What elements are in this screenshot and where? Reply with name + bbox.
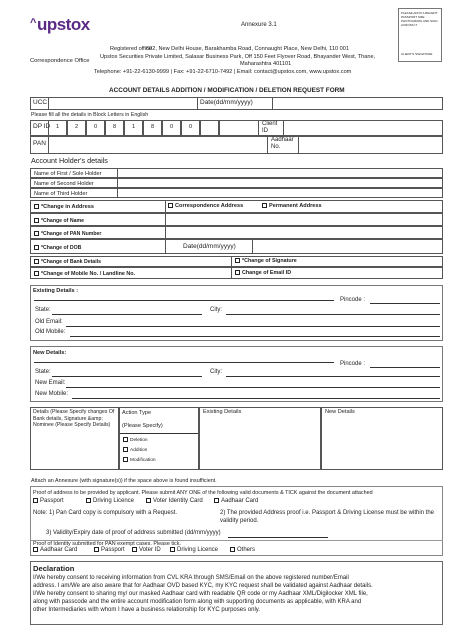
change-dob-label: *Change of DOB	[41, 245, 82, 251]
new-pincode-label: Pincode :	[340, 361, 366, 367]
new-mobile-label: New Mobile:	[35, 391, 69, 397]
new-col-label: New Details	[325, 409, 355, 415]
aadhaar-field[interactable]	[298, 136, 443, 154]
first-holder-label: Name of First / Sole Holder	[34, 171, 102, 177]
modification-label: Modification	[130, 457, 156, 463]
correspondence-address-2: Maharashtra 401101	[240, 61, 292, 67]
existing-city-label: City:	[210, 307, 222, 313]
dp-blank-box	[219, 120, 259, 136]
existing-details-label: Existing Details :	[33, 288, 79, 294]
poi-voter-label: Voter ID	[139, 547, 161, 554]
form-title: ACCOUNT DETAILS ADDITION / MODIFICATION / DELETION REQUEST FORM	[109, 87, 345, 94]
changes-col2	[119, 407, 199, 470]
new-details-label: New Details:	[33, 350, 67, 356]
action-type-label: Action Type	[122, 410, 152, 416]
old-mobile-label: Old Mobile:	[35, 329, 66, 335]
change-name-checkbox[interactable]	[34, 218, 39, 223]
change-address-label: *Change in Address	[41, 204, 94, 210]
second-holder-label: Name of Second Holder	[34, 181, 94, 187]
poi-driving-label: Driving Licence	[177, 547, 219, 554]
change-bank-cell[interactable]	[30, 256, 232, 267]
correspondence-address-1: Upstox Securities Private Limited, Salasar Business Park, Off 150 Feet Flyover Road, Bhayander West, Thane,	[100, 54, 376, 60]
dob-date-label: Date(dd/mm/yyyy)	[183, 243, 236, 250]
poi-others-label: Others	[237, 547, 256, 554]
holder-section-title: Account Holder's details	[31, 156, 108, 165]
change-mobile-checkbox[interactable]	[34, 271, 39, 276]
deletion-checkbox[interactable]	[123, 437, 128, 442]
change-pan-label: *Change of PAN Number	[41, 231, 102, 237]
photo-note: PLEASE AFFIX A RECENT PASSPORT SIZE PHOTOGRAPH AND SIGN ACROSS IT	[401, 11, 438, 27]
dp-digit-box	[86, 120, 105, 136]
changes-col1-label: Details (Please Specify changes Of Bank details, Signature &amp; Nominee (Please Specify Details)	[33, 409, 115, 428]
poa-note2: 2) The provided Address proof i.e. Passport & Driving License must be within the validity period.	[220, 510, 434, 524]
declaration-line3: I/We hereby consent to sharing my/ our masked Aadhaar card with readable QR code or my Aadhaar XML/Digilocker XML file,	[33, 591, 368, 597]
change-name-cell[interactable]	[30, 213, 166, 226]
new-pincode-line[interactable]	[370, 367, 440, 368]
change-pan-checkbox[interactable]	[34, 231, 39, 236]
correspondence-label: Correspondence Office	[30, 58, 90, 64]
addition-checkbox[interactable]	[123, 447, 128, 452]
third-holder-label-cell	[30, 188, 118, 198]
poa-note1-text: Note: 1) Pan Card copy is compulsory with a Request.	[33, 510, 178, 516]
poa-driving-label: Driving Licence	[93, 498, 135, 505]
correspondence-address-label: Correspondence Address	[175, 203, 244, 209]
existing-address-line[interactable]	[34, 300, 334, 301]
declaration-heading: Declaration	[33, 564, 75, 573]
dp-digit: 0	[170, 124, 174, 130]
dp-digit-box	[143, 120, 162, 136]
old-email-line[interactable]	[66, 326, 440, 327]
poa-validity-line[interactable]	[228, 537, 328, 538]
proof-address-heading: Proof of address to be provided by applicant. Please submit ANY ONE of the following valid documents & TICK against the document attached	[33, 490, 373, 496]
existing-details-box	[30, 285, 443, 341]
poi-driving-checkbox[interactable]	[170, 547, 175, 552]
dp-digit-box	[105, 120, 124, 136]
poa-passport-checkbox[interactable]	[33, 498, 38, 503]
poa-aadhaar-label: Aadhaar Card	[221, 498, 259, 505]
dp-digit-box	[67, 120, 86, 136]
new-city-line[interactable]	[226, 376, 440, 377]
dp-digit-box	[48, 120, 67, 136]
permanent-address-checkbox[interactable]	[262, 203, 267, 208]
declaration-line5: other Intermediaries with whom I have a business relationship for KYC purposes only.	[33, 607, 261, 613]
new-mobile-line[interactable]	[72, 398, 440, 399]
photo-sub: CLIENT'S SIGNATURE	[401, 52, 433, 56]
poi-passport-checkbox[interactable]	[94, 547, 99, 552]
poi-others-checkbox[interactable]	[230, 547, 235, 552]
poi-voter-checkbox[interactable]	[132, 547, 137, 552]
changes-col4[interactable]	[321, 407, 443, 470]
client-id-label: Client ID	[262, 121, 278, 135]
dp-digit-box	[181, 120, 200, 136]
change-email-label: Change of Email ID	[242, 270, 292, 276]
existing-pincode-line[interactable]	[370, 303, 440, 304]
declaration-line4: along with passcode and the entire account modification form along with supporting documents as applicable, with KRA and	[33, 599, 362, 605]
dp-digit: 1	[132, 124, 136, 130]
existing-state-line[interactable]	[52, 314, 202, 315]
date-label: Date(dd/mm/yyyy)	[200, 99, 253, 106]
dp-digit: 2	[75, 124, 79, 130]
poi-aadhaar-label: Aadhaar Card	[40, 547, 78, 554]
poa-voter-label: Voter Identity Card	[153, 498, 203, 505]
brand-name: upstox	[36, 15, 90, 34]
new-email-line[interactable]	[66, 387, 440, 388]
deletion-label: Deletion	[130, 437, 148, 443]
poa-note3: 3) Validity/Expiry date of proof of address submitted (dd/mm/yyyy)	[46, 530, 221, 536]
dp-digit: 0	[189, 124, 193, 130]
registered-label: Registered office	[110, 46, 152, 52]
dp-digit-box	[162, 120, 181, 136]
ucc-label: UCC	[33, 99, 48, 106]
change-name-label: *Change of Name	[41, 218, 84, 224]
change-signature-checkbox[interactable]	[235, 258, 240, 263]
photo-box	[398, 8, 442, 62]
new-address-line[interactable]	[34, 362, 334, 363]
poi-passport-label: Passport	[101, 547, 125, 554]
new-state-label: State:	[35, 369, 51, 375]
new-state-line[interactable]	[52, 376, 202, 377]
new-details-box	[30, 346, 443, 402]
dp-digit: 1	[56, 124, 60, 130]
first-holder-label-cell	[30, 168, 118, 178]
dp-digit-box	[124, 120, 143, 136]
second-holder-label-cell	[30, 178, 118, 188]
change-email-checkbox[interactable]	[235, 270, 240, 275]
dp-blank-box	[200, 120, 219, 136]
addition-label: Addition	[130, 447, 148, 453]
block-letters-note: Please fill all the details in Block Letters in English	[31, 112, 149, 118]
permanent-address-label: Permanent Address	[269, 203, 322, 209]
change-pan-cell[interactable]	[30, 226, 166, 239]
new-email-label: New Email:	[35, 380, 66, 386]
pan-field[interactable]	[48, 136, 268, 154]
poa-driving-checkbox[interactable]	[86, 498, 91, 503]
action-type-sub: (Please Specify)	[122, 423, 163, 429]
third-holder-label: Name of Third Holder	[34, 191, 88, 197]
date-field[interactable]	[272, 97, 443, 110]
declaration-line1: I/We hereby consent to receiving information from CVL KRA through SMS/Email on the above registered number/Email	[33, 575, 349, 581]
registered-address: 602, New Delhi House, Barakhamba Road, Connaught Place, New Delhi, 110 001	[146, 46, 349, 52]
contact-line: Telephone: +91-22-6130-9999 | Fax: +91-22-6710-7492 | Email: contact@upstox.com, www.upstox.com	[94, 69, 352, 75]
dp-digit: 0	[94, 124, 98, 130]
annexure-note: Attach an Annexure (with signature(s)) if the space above is found insufficient.	[31, 478, 217, 484]
poa-note1	[33, 510, 177, 517]
declaration-line2: address. I am/We are also aware that for Aadhaar OVD based KYC, my KYC request shall be validated against Aadhaar details.	[33, 583, 373, 589]
existing-city-line[interactable]	[226, 314, 440, 315]
client-id-field[interactable]	[283, 120, 443, 136]
brand-logo	[30, 15, 90, 35]
change-dob-checkbox[interactable]	[34, 245, 39, 250]
aadhaar-label: Aadhaar No.	[271, 137, 294, 151]
modification-checkbox[interactable]	[123, 457, 128, 462]
changes-col1[interactable]	[30, 407, 119, 470]
pan-label: PAN	[33, 140, 46, 147]
change-address-checkbox[interactable]	[34, 204, 39, 209]
dp-id-label: DP ID	[33, 123, 51, 130]
change-bank-checkbox[interactable]	[34, 259, 39, 264]
change-mobile-label: *Change of Mobile No. / Landline No.	[41, 271, 136, 277]
change-bank-label: *Change of Bank Details	[41, 259, 101, 265]
dob-field[interactable]	[252, 239, 443, 254]
ucc-field[interactable]	[48, 97, 198, 110]
existing-col-label: Existing Details	[203, 409, 242, 415]
old-email-label: Old Email:	[35, 319, 63, 325]
dp-digit: 8	[113, 124, 117, 130]
change-dob-cell[interactable]	[30, 239, 166, 254]
poa-passport-label: Passport	[40, 498, 64, 505]
dp-digit: 8	[151, 124, 155, 130]
logo-caret-icon: ^	[30, 17, 36, 29]
poi-heading: Proof of Identity submitted for PAN exempt cases. Please tick.	[33, 541, 181, 547]
changes-col3[interactable]	[199, 407, 321, 470]
poi-aadhaar-checkbox[interactable]	[33, 547, 38, 552]
new-city-label: City:	[210, 369, 222, 375]
old-mobile-line[interactable]	[70, 336, 440, 337]
change-address-cell[interactable]	[30, 200, 166, 213]
poa-aadhaar-checkbox[interactable]	[214, 498, 219, 503]
existing-state-label: State:	[35, 307, 51, 313]
existing-pincode-label: Pincode :	[340, 297, 366, 303]
change-signature-label: *Change of Signature	[242, 258, 297, 264]
poa-voter-checkbox[interactable]	[146, 498, 151, 503]
annexure-number: Annexure 3.1	[241, 22, 277, 28]
change-mobile-cell[interactable]	[30, 267, 232, 279]
correspondence-address-checkbox[interactable]	[168, 203, 173, 208]
